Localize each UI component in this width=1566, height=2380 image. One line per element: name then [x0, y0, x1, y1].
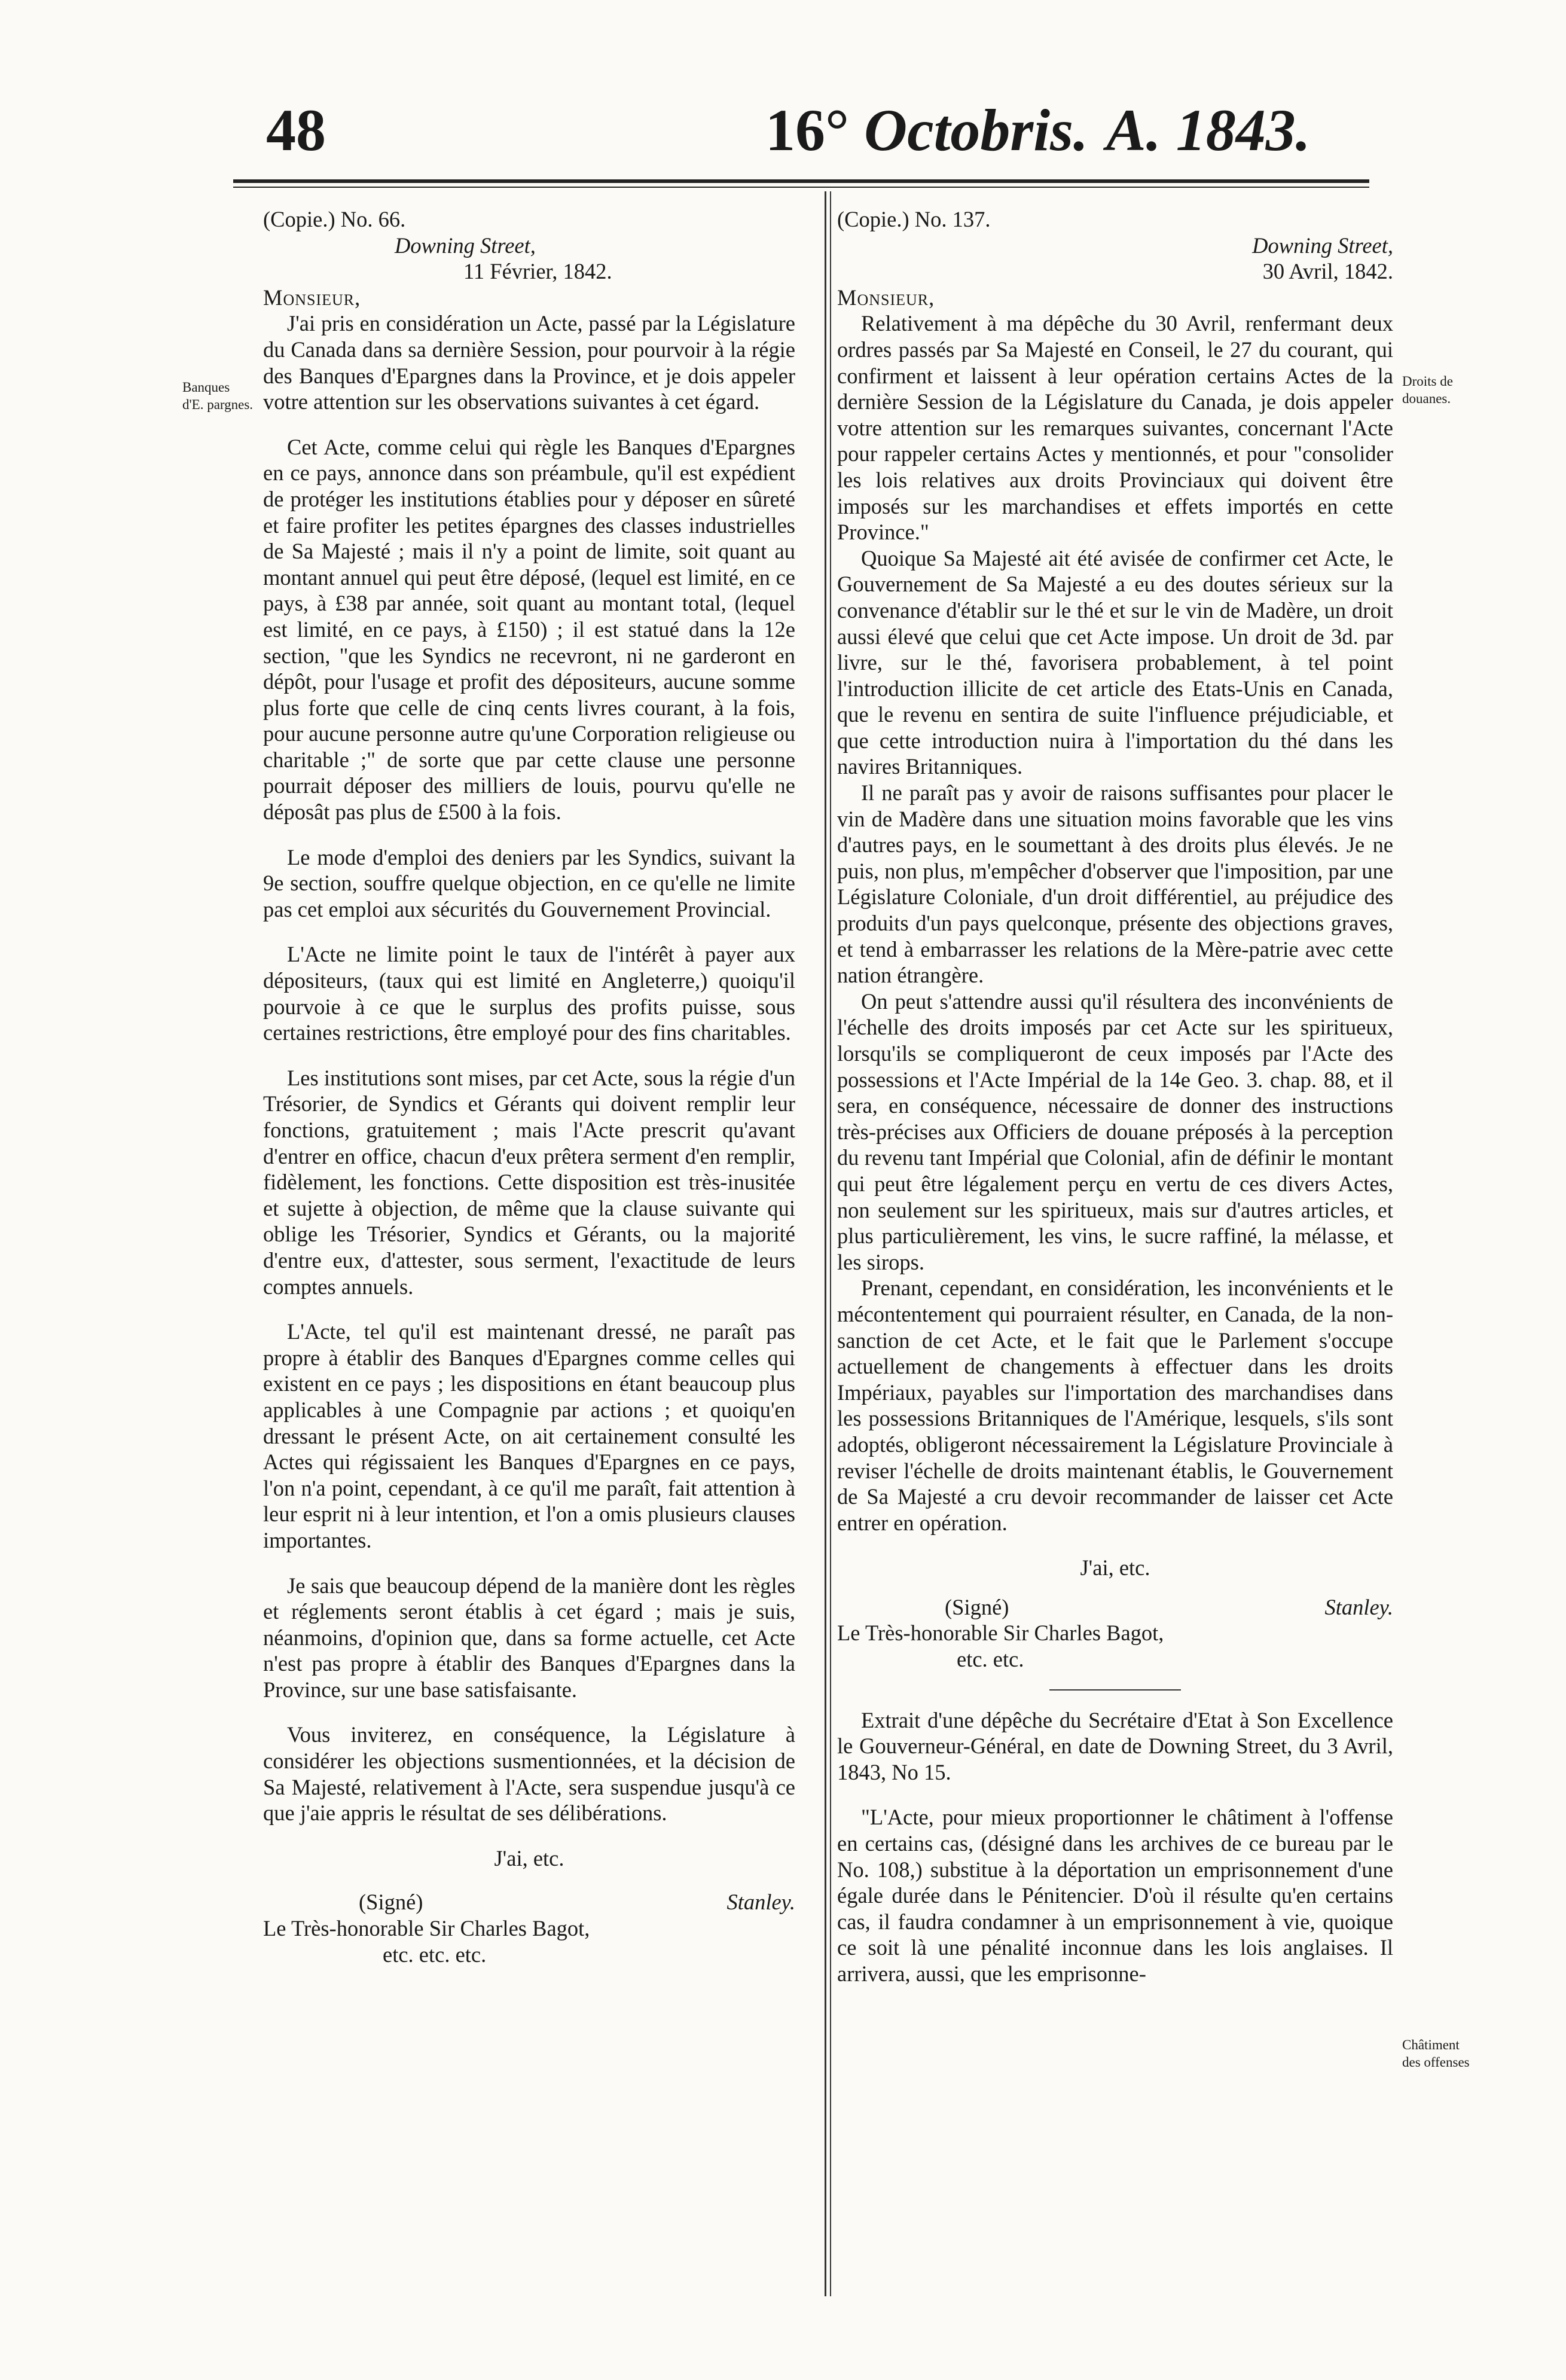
paragraph: Cet Acte, comme celui qui règle les Banques d'Epargnes en ce pays, annonce dans son préambule, qu'il est expédient de protéger les institutions établies pour y déposer en sûreté et faire profiter les petites épargnes des classes industrielles de Sa Majesté ; mais il n'y a point de limite, soit quant au montant annuel qui peut être déposé, (lequel est limité, en ce pays, à £38 par année, soit quant au montant total, (lequel est limité, en ce pays, à £150) ; il est statué dans la 12e section, "que les Syndics ne recevront, ni ne garderont en dépôt, pour l'usage et profit des dépositeurs, aucune somme plus forte que celle de cinq cents livres courant, à la fois, pour aucune personne autre qu'une Corporation religieuse ou charitable ;" de sorte que par cette clause une personne pourrait déposer des milliers de louis, pourvu qu'elle ne déposât pas plus de £500 à la fois. [263, 434, 795, 825]
header-rule-thin [233, 187, 1369, 188]
letter-date: 30 Avril, 1842. [1262, 259, 1393, 284]
addressee-etc: etc. etc. etc. [383, 1942, 487, 1967]
paragraph: "L'Acte, pour mieux proportionner le châtiment à l'offense en certains cas, (désigné dans les archives de ce bureau par le No. 108,) substitue à la déportation un emprisonnement d'une égale durée dans le Pénitencier. D'où il résulte qu'en certains cas, il faudra condamner à un emprisonnement à vie, quoique ce soit là une pénalité inconnue dans les lois anglaises. Il arrivera, aussi, que les emprisonne- [837, 1805, 1393, 1986]
addressee-etc: etc. etc. [957, 1647, 1024, 1672]
letter-date: 11 Février, 1842. [463, 259, 612, 284]
signed-label: (Signé) [945, 1594, 1009, 1619]
page-number: 48 [266, 97, 326, 163]
paragraph: J'ai pris en considération un Acte, passé par la Législature du Canada dans sa dernière Session, pour pourvoir à la régie des Banques d'Epargnes dans la Province, et je dois appeler votre attention sur les observations suivantes à cet égard. [263, 311, 795, 414]
paragraph: Il ne paraît pas y avoir de raisons suffisantes pour placer le vin de Madère dans une situation moins favorable que les vins d'autres pays, en le soumettant à des droits plus élevés. Je ne puis, non plus, m'empêcher d'observer que l'imposition, par une Législature Coloniale, d'un droit différentiel, au préjudice des produits d'un pays quelconque, présente des objections graves, et tend à embarrasser les relations de la Mère-patrie avec cette nation étrangère. [837, 780, 1393, 988]
letter-place: Downing Street, [1252, 233, 1393, 258]
paragraph: L'Acte ne limite point le taux de l'intérêt à payer aux dépositeurs, (taux qui est limité en Angleterre,) quoiqu'il pourvoie à ce que le surplus des profits puisse, sous certaines restrictions, être employé pour des fins charitables. [263, 942, 795, 1045]
paragraph: Relativement à ma dépêche du 30 Avril, renfermant deux ordres passés par Sa Majesté en Conseil, le 27 du courant, qui confirment et laissent à leur opération certains Actes de la dernière Session de la Législature du Canada, je dois appeler votre attention sur les remarques suivantes, concernant l'Acte pour rappeler certains Actes y mentionnés, et pour "consolider les lois relatives aux droits Provinciaux qui doivent être imposés sur les marchandises et effets importés en cette Province." [837, 311, 1393, 545]
letter-copy-number: (Copie.) No. 66. [263, 207, 406, 231]
page-header [251, 84, 1423, 161]
letter-copy-number: (Copie.) No. 137. [837, 207, 991, 231]
margin-note-customs-duties: Droits de douanes. [1402, 374, 1453, 406]
year: A. 1843. [1106, 97, 1311, 163]
addressee: Le Très-honorable Sir Charles Bagot, [263, 1916, 590, 1941]
paragraph: Les institutions sont mises, par cet Acte, sous la régie d'un Trésorier, de Syndics et Gérants qui doivent remplir leur fonctions, gratuitement ; mais l'Acte prescrit qu'avant d'entrer en office, chacun d'eux prêtera serment d'en remplir, fidèlement, les fonctions. Cette disposition est très-inusitée et sujette à objection, de même que la clause suivante qui oblige les Trésorier, Syndics et Gérants, ou la majorité d'entre eux, d'attester, sous serment, l'exactitude de leurs comptes annuels. [263, 1065, 795, 1299]
extract-heading: Extrait d'une dépêche du Secrétaire d'Etat à Son Excellence le Gouverneur-Général, en date de Downing Street, du 3 Avril, 1843, No 15. [837, 1707, 1393, 1784]
letter-place: Downing Street, [395, 233, 536, 258]
title-day: 16° [765, 97, 849, 163]
closing: J'ai, etc. [494, 1845, 564, 1871]
column-divider [825, 191, 826, 2296]
signer-name: Stanley. [726, 1890, 795, 1915]
signed-label: (Signé) [359, 1890, 423, 1915]
paragraph: On peut s'attendre aussi qu'il résultera des inconvénients de l'échelle des droits imposés par cet Acte sur les spiritueux, lorsqu'ils se compliqueront de ceux imposés par l'Acte des possessions et l'Acte Impérial de la 14e Geo. 3. chap. 88, et il sera, en conséquence, nécessaire de donner des instructions très-précises aux Officiers de douane préposés à la perception du revenu tant Impérial que Colonial, afin de définir le montant qui peut être légalement perçu en vertu de ces divers Actes, non seulement sur les spiritueux, mais sur d'autres articles, et plus particulièrement, les vins, le sucre raffiné, la mélasse, et les sirops. [837, 988, 1393, 1274]
paragraph: Je sais que beaucoup dépend de la manière dont les règles et réglements seront établis à cet égard ; mais je suis, néanmoins, d'opinion que, dans sa forme actuelle, cet Acte n'est pas propre à établir des Banques d'Epargnes dans la Province, sur une base satisfaisante. [263, 1573, 795, 1702]
paragraph: Vous inviterez, en conséquence, la Législature à considérer les objections susmentionnées, et la décision de Sa Majesté, relativement à l'Acte, sera suspendue jusqu'à ce que j'aie appris le résultat de ses délibérations. [263, 1722, 795, 1826]
paragraph: L'Acte, tel qu'il est maintenant dressé, ne paraît pas propre à établir des Banques d'Epargnes comme celles qui existent en ce pays ; les dispositions en étant beaucoup plus applicables à une Compagnie par actions ; et quoiqu'en dressant le présent Acte, on ait certainement consulté les Actes qui régissaient les Banques d'Epargnes en ce pays, l'on n'a point, cependant, à ce qu'il me paraît, fait attention à leur esprit ni à leur intention, et l'on a omis plusieurs clauses importantes. [263, 1319, 795, 1552]
paragraph: Le mode d'emploi des deniers par les Syndics, suivant la 9e section, souffre quelque objection, en ce qu'elle ne limite pas cet emploi aux sécurités du Gouvernement Provincial. [263, 844, 795, 922]
salutation: Monsieur, [263, 285, 361, 310]
column-divider-second [830, 191, 831, 2296]
margin-note-savings-banks: Banques d'E. pargnes. [182, 380, 254, 412]
margin-note-punishment: Châtiment des offenses [1402, 2037, 1470, 2070]
signature-row [263, 1889, 795, 1915]
right-column [837, 206, 1393, 1987]
title-word: Octobris. [864, 97, 1088, 163]
signature-row [837, 1594, 1393, 1621]
paragraph: Prenant, cependant, en considération, les inconvénients et le mécontentement qui pourraient résulter, en Canada, de la non-sanction de cet Acte, et le fait que le Parlement s'occupe actuellement de changements à effectuer dans les droits Impériaux, payables sur l'importation des marchandises dans les possessions Britanniques de l'Amérique, lesquels, s'ils sont adoptés, obligeront nécessairement la Législature Provinciale à reviser l'échelle de droits maintenant établis, le Gouvernement de Sa Majesté a cru devoir recommander de laisser cet Acte entrer en opération. [837, 1276, 1393, 1535]
closing: J'ai, etc. [1080, 1555, 1150, 1580]
section-separator [1049, 1689, 1181, 1691]
running-title [765, 96, 1088, 164]
paragraph: Quoique Sa Majesté ait été avisée de confirmer cet Acte, le Gouvernement de Sa Majesté a eu des doutes sérieux sur la convenance d'établir sur le thé et sur le vin de Madère, un droit aussi élevé que celui que cet Acte impose. Un droit de 3d. par livre, sur le thé, favorisera probablement, à tel point l'introduction illicite de cet article des Etats-Unis en Canada, que le revenu en sentira de suite l'influence préjudiciable, et que cette introduction nuira à l'importation du thé dans les navires Britanniques. [837, 545, 1393, 779]
signer-name: Stanley. [1324, 1594, 1393, 1619]
left-column [263, 206, 795, 1967]
addressee: Le Très-honorable Sir Charles Bagot, [837, 1621, 1164, 1646]
header-rule-thick [233, 179, 1369, 183]
salutation: Monsieur, [837, 285, 935, 310]
